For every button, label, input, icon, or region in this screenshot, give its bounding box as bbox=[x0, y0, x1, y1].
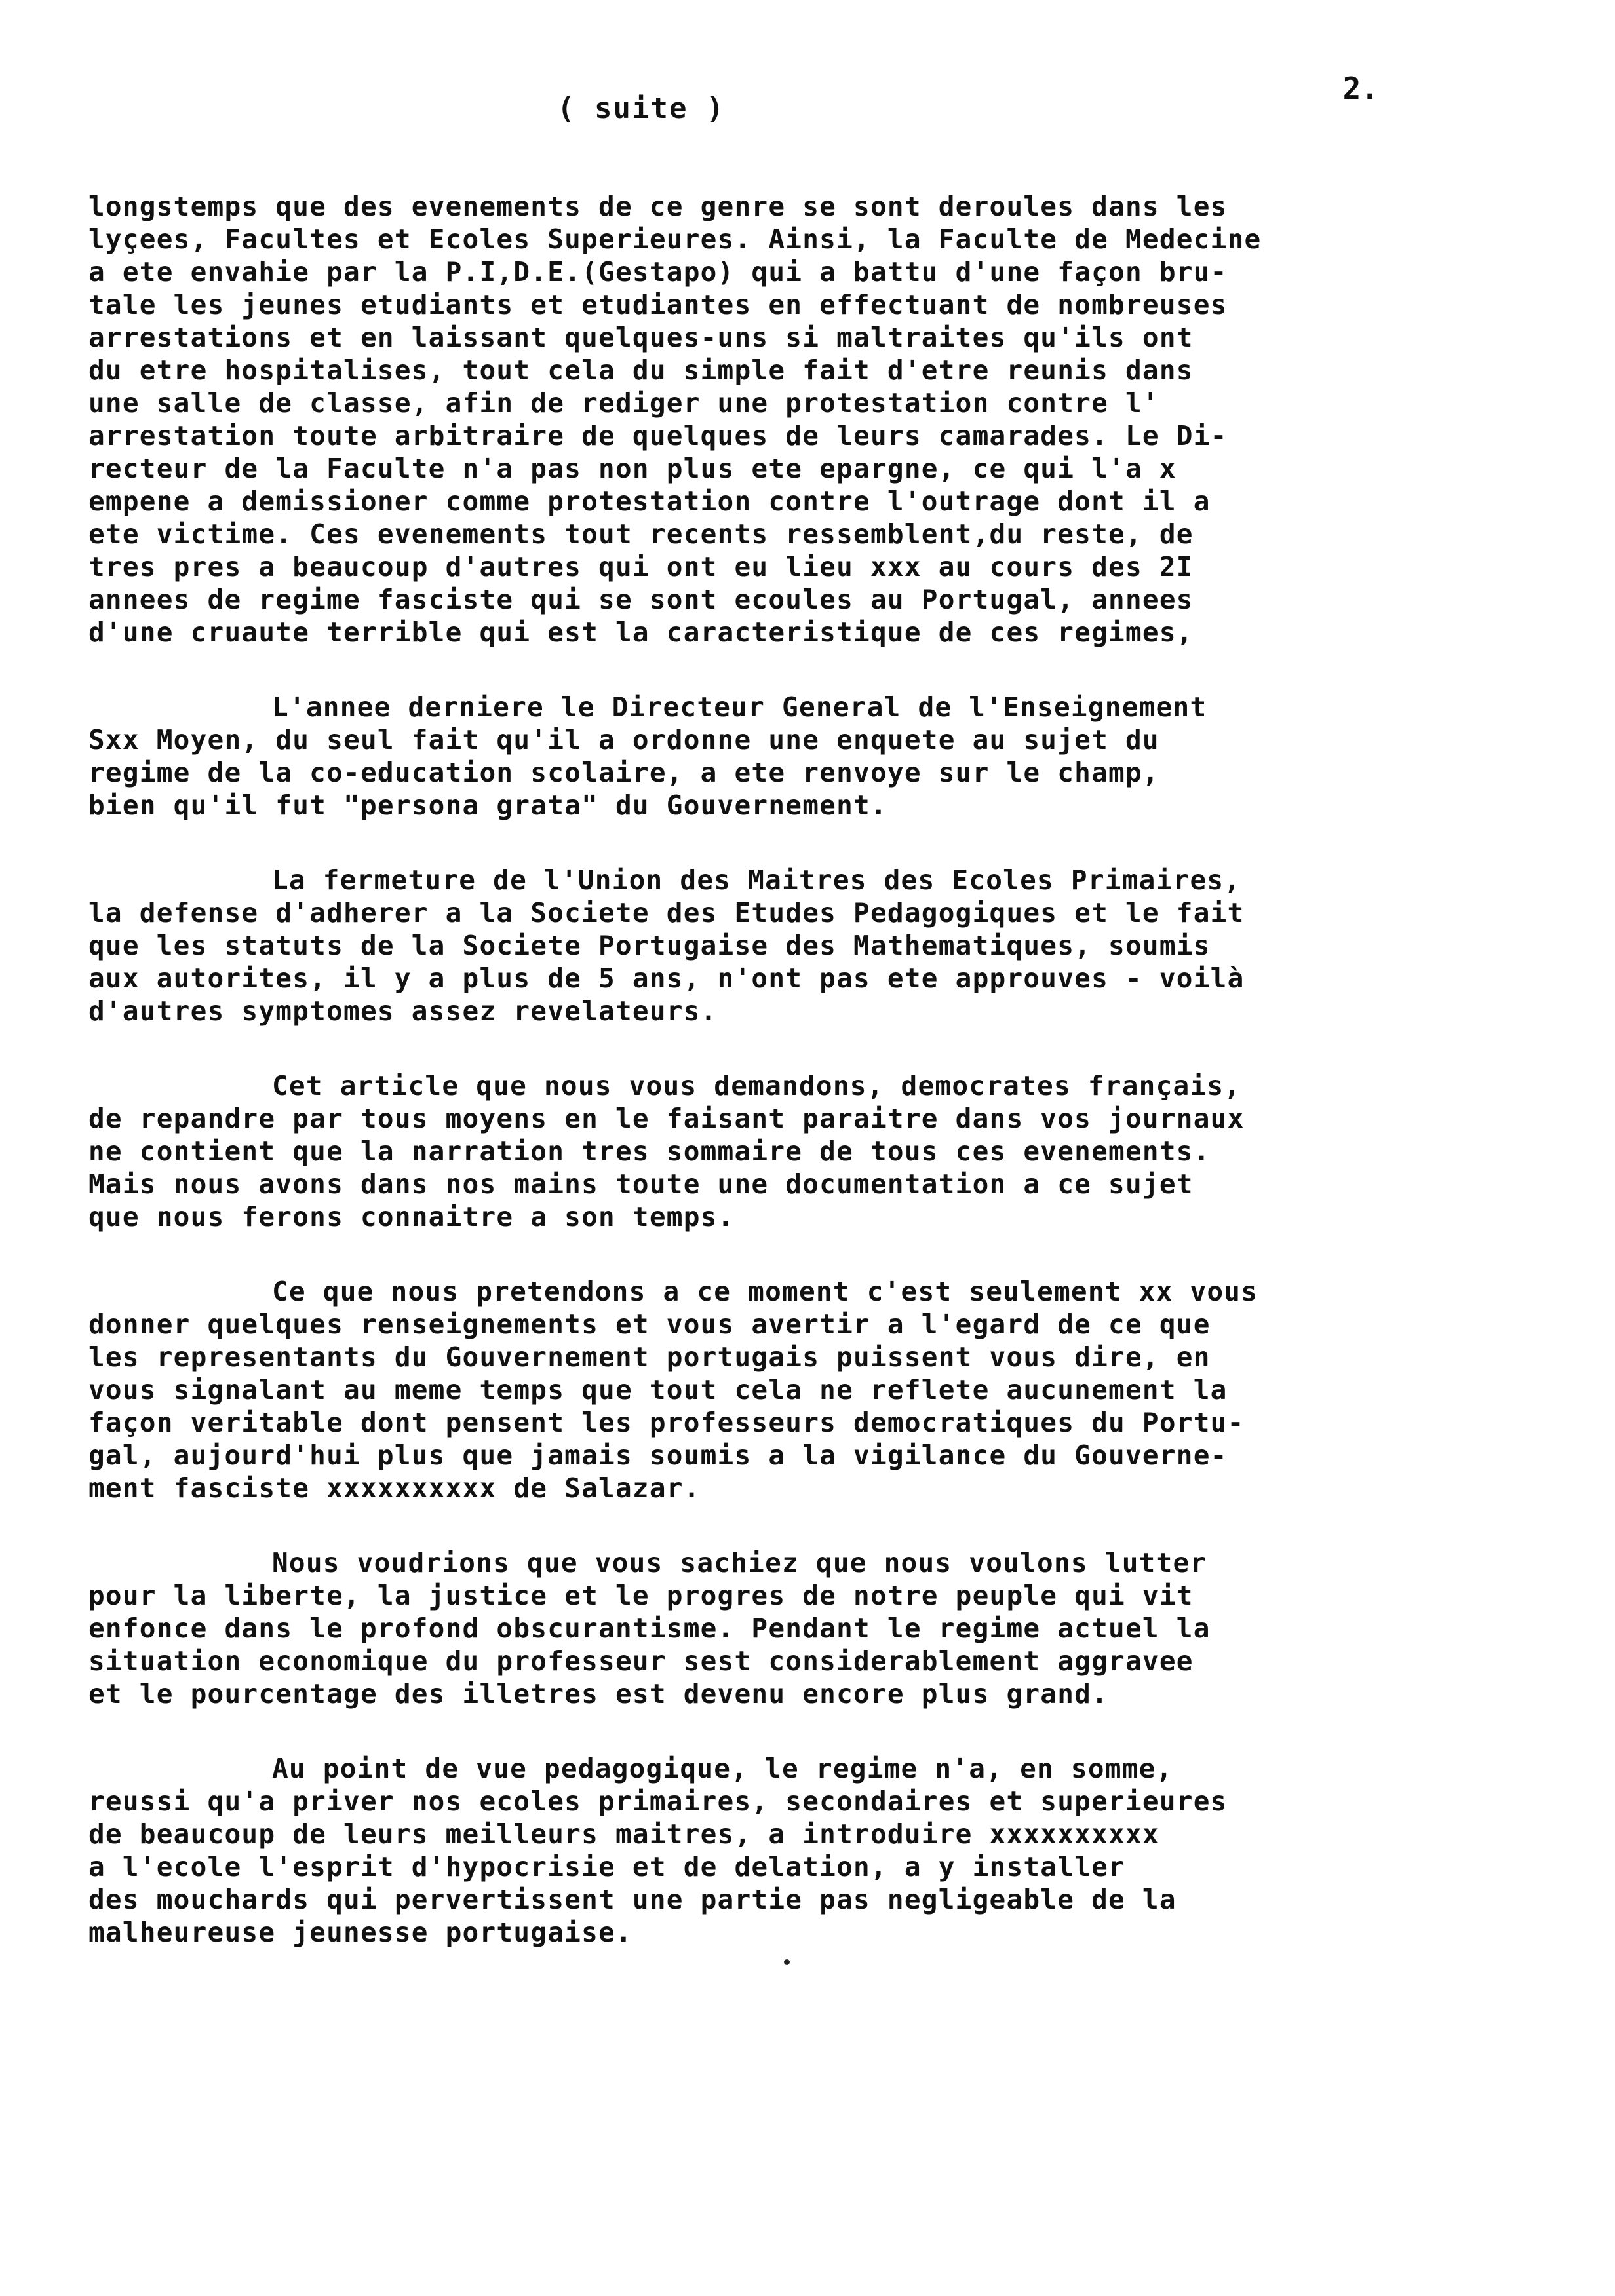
text-line: des mouchards qui pervertissent une partie pas negligeable de la bbox=[88, 1884, 1177, 1915]
paragraph-1 bbox=[88, 190, 1485, 649]
text-line: longstemps que des evenements de ce genre se sont deroules dans les bbox=[88, 191, 1228, 222]
ink-speck bbox=[784, 1959, 790, 1965]
text-line: arrestations et en laissant quelques-uns si maltraites qu'ils ont bbox=[88, 322, 1194, 353]
text-line: vous signalant au meme temps que tout cela ne reflete aucunement la bbox=[88, 1374, 1228, 1406]
text-line: bien qu'il fut "persona grata" du Gouvernement. bbox=[88, 790, 887, 821]
text-line: malheureuse jeunesse portugaise. bbox=[88, 1917, 632, 1948]
text-line: regime de la co-education scolaire, a ete renvoye sur le champ, bbox=[88, 757, 1159, 788]
text-line: d'autres symptomes assez revelateurs. bbox=[88, 995, 718, 1027]
text-line: a l'ecole l'esprit d'hypocrisie et de delation, a y installer bbox=[88, 1851, 1125, 1883]
text-line: recteur de la Faculte n'a pas non plus ete epargne, ce qui l'a x bbox=[88, 453, 1177, 484]
paragraph-2 bbox=[88, 691, 1485, 822]
text-line: arrestation toute arbitraire de quelques de leurs camarades. Le Di- bbox=[88, 420, 1228, 451]
text-line: Nous voudrions que vous sachiez que nous voulons lutter bbox=[272, 1547, 1207, 1578]
page-number: 2. bbox=[1342, 71, 1379, 106]
body-text bbox=[88, 190, 1485, 1991]
text-line: Mais nous avons dans nos mains toute une documentation a ce sujet bbox=[88, 1168, 1194, 1200]
text-line: La fermeture de l'Union des Maitres des Ecoles Primaires, bbox=[272, 864, 1241, 896]
text-line: de repandre par tous moyens en le faisant paraitre dans vos journaux bbox=[88, 1103, 1245, 1134]
text-line: empene a demissioner comme protestation contre l'outrage dont il a bbox=[88, 486, 1211, 517]
text-line: façon veritable dont pensent les professeurs democratiques du Portu- bbox=[88, 1407, 1245, 1438]
text-line: les representants du Gouvernement portugais puissent vous dire, en bbox=[88, 1341, 1211, 1373]
text-line: gal, aujourd'hui plus que jamais soumis a la vigilance du Gouverne- bbox=[88, 1440, 1228, 1471]
paragraph-4 bbox=[88, 1069, 1485, 1233]
text-line: a ete envahie par la P.I,D.E.(Gestapo) qui a battu d'une façon bru- bbox=[88, 256, 1228, 288]
paragraph-3 bbox=[88, 864, 1485, 1027]
text-line: une salle de classe, afin de rediger une protestation contre l' bbox=[88, 387, 1159, 419]
text-line: reussi qu'a priver nos ecoles primaires, secondaires et superieures bbox=[88, 1786, 1228, 1817]
text-line: d'une cruaute terrible qui est la caracteristique de ces regimes, bbox=[88, 617, 1194, 648]
text-line: du etre hospitalises, tout cela du simple fait d'etre reunis dans bbox=[88, 354, 1194, 386]
text-line: aux autorites, il y a plus de 5 ans, n'ont pas ete approuves - voilà bbox=[88, 963, 1245, 994]
text-line: et le pourcentage des illetres est devenu encore plus grand. bbox=[88, 1678, 1109, 1710]
text-line: ete victime. Ces evenements tout recents ressemblent,du reste, de bbox=[88, 518, 1194, 550]
text-line: Sxx Moyen, du seul fait qu'il a ordonne une enquete au sujet du bbox=[88, 724, 1159, 756]
paragraph-5 bbox=[88, 1275, 1485, 1504]
text-line: Au point de vue pedagogique, le regime n'a, en somme, bbox=[272, 1753, 1173, 1784]
text-line: tres pres a beaucoup d'autres qui ont eu lieu xxx au cours des 2I bbox=[88, 551, 1194, 583]
text-line: L'annee derniere le Directeur General de l'Enseignement bbox=[272, 691, 1207, 723]
text-line: enfonce dans le profond obscurantisme. Pendant le regime actuel la bbox=[88, 1613, 1211, 1644]
text-line: donner quelques renseignements et vous avertir a l'egard de ce que bbox=[88, 1309, 1211, 1340]
text-line: pour la liberte, la justice et le progres de notre peuple qui vit bbox=[88, 1580, 1194, 1611]
text-line: ne contient que la narration tres sommaire de tous ces evenements. bbox=[88, 1136, 1211, 1167]
paragraph-7 bbox=[88, 1752, 1485, 1949]
text-line: lyçees, Facultes et Ecoles Superieures. Ainsi, la Faculte de Medecine bbox=[88, 223, 1262, 255]
text-line: ment fasciste xxxxxxxxxx de Salazar. bbox=[88, 1472, 701, 1504]
text-line: situation economique du professeur sest considerablement aggravee bbox=[88, 1645, 1194, 1677]
text-line: tale les jeunes etudiants et etudiantes en effectuant de nombreuses bbox=[88, 289, 1228, 320]
text-line: la defense d'adherer a la Societe des Etudes Pedagogiques et le fait bbox=[88, 897, 1245, 928]
text-line: de beaucoup de leurs meilleurs maitres, a introduire xxxxxxxxxx bbox=[88, 1818, 1159, 1850]
text-line: Ce que nous pretendons a ce moment c'est seulement xx vous bbox=[272, 1276, 1258, 1307]
text-line: que nous ferons connaitre a son temps. bbox=[88, 1201, 735, 1233]
paragraph-6 bbox=[88, 1546, 1485, 1710]
text-line: Cet article que nous vous demandons, democrates français, bbox=[272, 1070, 1241, 1101]
text-line: annees de regime fasciste qui se sont ecoules au Portugal, annees bbox=[88, 584, 1194, 615]
text-line: que les statuts de la Societe Portugaise des Mathematiques, soumis bbox=[88, 930, 1211, 961]
page-heading: ( suite ) bbox=[557, 92, 726, 125]
